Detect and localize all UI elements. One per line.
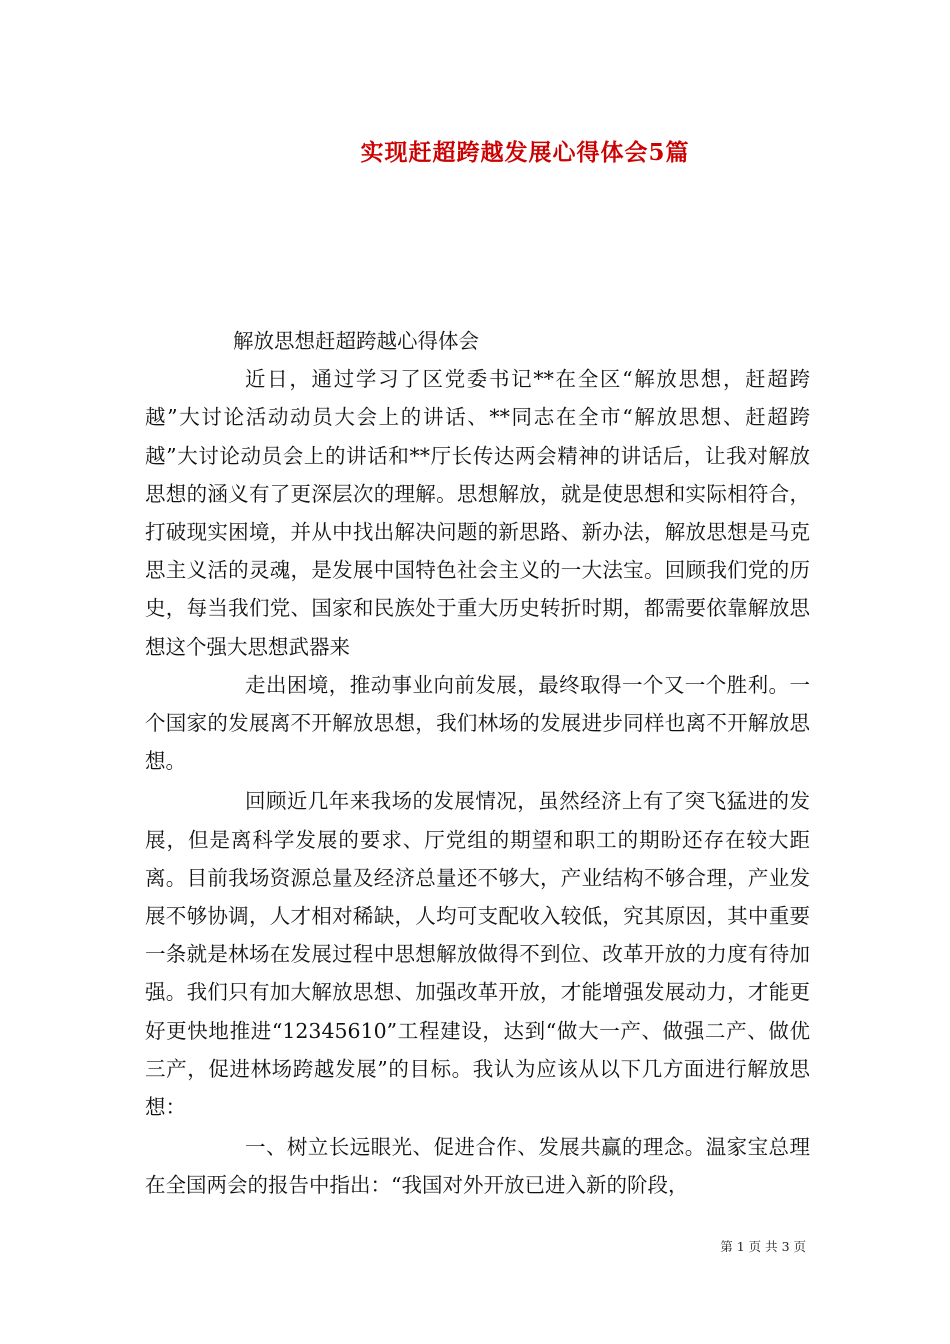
paragraph-2: 走出困境，推动事业向前发展，最终取得一个又一个胜利。一个国家的发展离不开解放思想，我们林场的发展进步同样也离不开解放思想。	[145, 672, 810, 774]
section-heading: 解放思想赶超跨越心得体会	[233, 329, 479, 353]
document-body	[145, 322, 810, 1205]
paragraph-1: 近日，通过学习了区党委书记**在全区“解放思想，赶超跨越”大讨论活动动员大会上的讲话、**同志在全市“解放思想、赶超跨越”大讨论动员会上的讲话和**厅长传达两会精神的讲话后，让我对解放思想的涵义有了更深层次的理解。思想解放，就是使思想和实际相符合，打破现实困境，并从中找出解决问题的新思路、新办法，解放思想是马克思主义活的灵魂，是发展中国特色社会主义的一大法宝。回顾我们党的历史，每当我们党、国家和民族处于重大历史转折时期，都需要依靠解放思想这个强大思想武器来	[145, 367, 810, 659]
paragraph-4: 一、树立长远眼光、促进合作、发展共赢的理念。温家宝总理在全国两会的报告中指出：“我国对外开放已进入新的阶段，	[145, 1135, 810, 1198]
paragraph-3: 回顾近几年来我场的发展情况，虽然经济上有了突飞猛进的发展，但是离科学发展的要求、厅党组的期望和职工的期盼还存在较大距离。目前我场资源总量及经济总量还不够大，产业结构不够合理，产业发展不够协调，人才相对稀缺，人均可支配收入较低，究其原因，其中重要一条就是林场在发展过程中思想解放做得不到位、改革开放的力度有待加强。我们只有加大解放思想、加强改革开放，才能增强发展动力，才能更好更快地推进“12345610”工程建设，达到“做大一产、做强二产、做优三产，促进林场跨越发展”的目标。我认为应该从以下几方面进行解放思想：	[145, 789, 810, 1120]
document-title: 实现赶超跨越发展心得体会5篇	[360, 139, 690, 166]
page-footer: 第 1 页 共 3 页	[720, 1239, 806, 1254]
